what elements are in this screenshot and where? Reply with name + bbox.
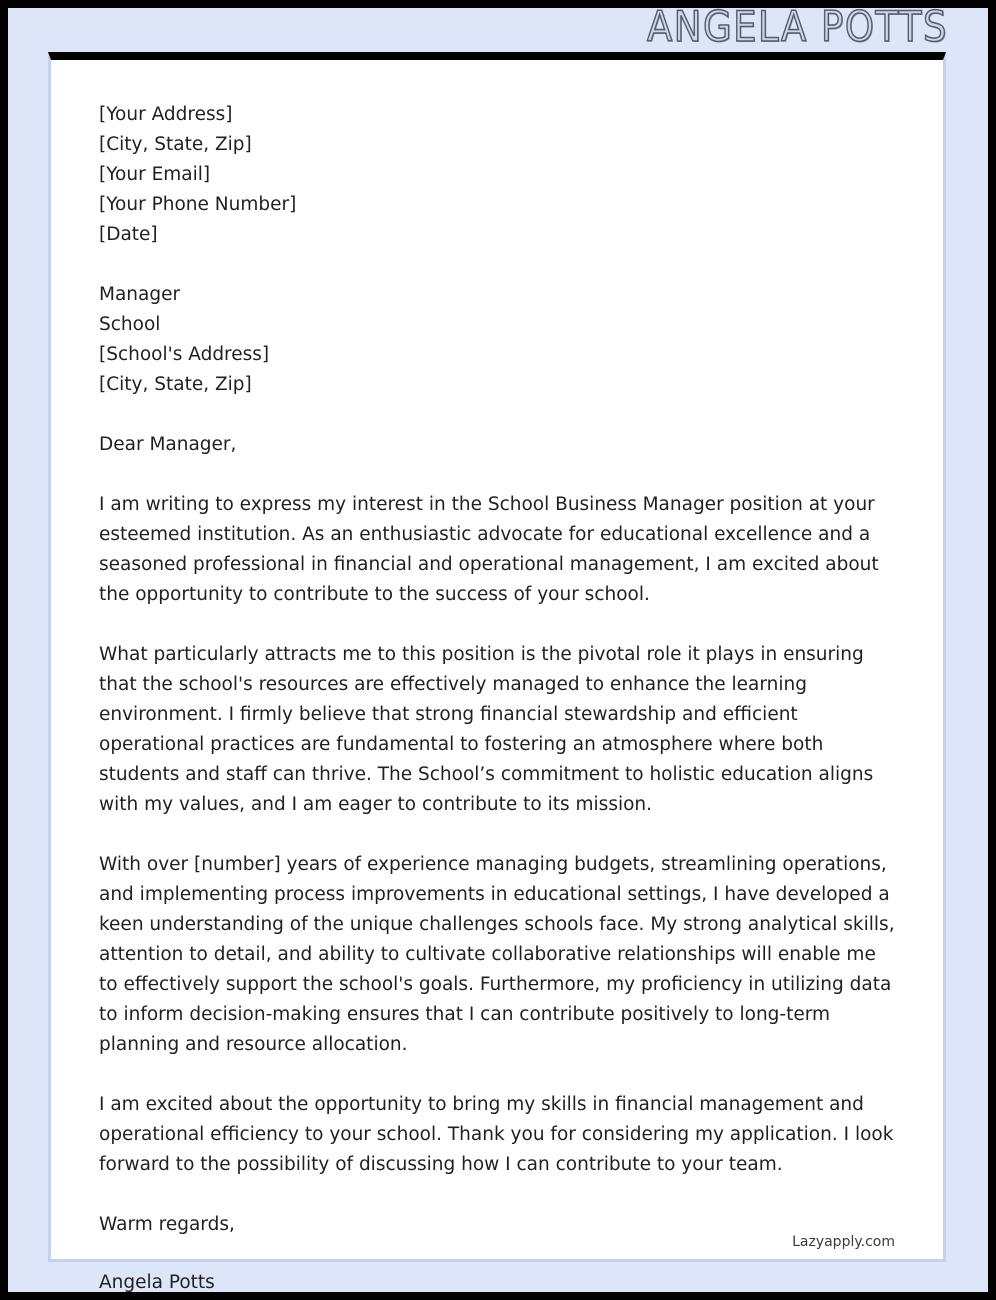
recipient-organization-line: School <box>99 314 161 335</box>
sender-address-block <box>99 100 899 250</box>
sender-phone-line: [Your Phone Number] <box>99 194 297 215</box>
spacer <box>99 1060 899 1090</box>
body-paragraph: I am writing to express my interest in the School Business Manager position at your esteemed institution. As an enthusiastic advocate for educational excellence and a seasoned professional in financial and operational management, I am excited about the opportunity to contribute to the success of your school. <box>99 494 879 605</box>
body-paragraph: What particularly attracts me to this position is the pivotal role it plays in ensuring that the school's resources are effectively managed to enhance the learning environment. I firmly believe that strong financial stewardship and efficient operational practices are fundamental to fostering an atmosphere where both students and staff can thrive. The School’s commitment to holistic education aligns with my values, and I am eager to contribute to its mission. <box>99 644 874 815</box>
closing-salutation: Warm regards, <box>99 1214 235 1235</box>
letter-page <box>48 52 946 1262</box>
spacer <box>99 820 899 850</box>
sender-email-line: [Your Email] <box>99 164 211 185</box>
signature-name: Angela Potts <box>99 1272 215 1292</box>
body-paragraph: With over [number] years of experience managing budgets, streamlining operations, and implementing process improvements in educational settings, I have developed a keen understanding of the unique challenges schools face. My strong analytical skills, attention to detail, and ability to cultivate collaborative relationships will enable me to effectively support the school's goals. Furthermore, my proficiency in utilizing data to inform decision-making ensures that I can contribute positively to long-term planning and resource allocation. <box>99 854 895 1055</box>
sender-date-line: [Date] <box>99 224 158 245</box>
spacer <box>99 610 899 640</box>
spacer <box>99 250 899 280</box>
sender-city-line: [City, State, Zip] <box>99 134 252 155</box>
watermark-label: Lazyapply.com <box>792 1234 895 1250</box>
body-paragraph: I am excited about the opportunity to bring my skills in financial management and operational efficiency to your school. Thank you for considering my application. I look forward to the possibility of discussing how I can contribute to your team. <box>99 1094 894 1175</box>
recipient-city-line: [City, State, Zip] <box>99 374 252 395</box>
document-canvas <box>8 8 988 1292</box>
sender-address-line: [Your Address] <box>99 104 233 125</box>
recipient-address-block <box>99 280 899 400</box>
spacer <box>99 460 899 490</box>
recipient-title-line: Manager <box>99 284 181 305</box>
letterhead-header <box>8 8 988 52</box>
spacer <box>99 1180 899 1210</box>
spacer <box>99 400 899 430</box>
salutation: Dear Manager, <box>99 434 237 455</box>
letter-body <box>99 100 899 1240</box>
letterhead-name: ANGELA POTTS <box>646 8 948 52</box>
recipient-address-line: [School's Address] <box>99 344 270 365</box>
